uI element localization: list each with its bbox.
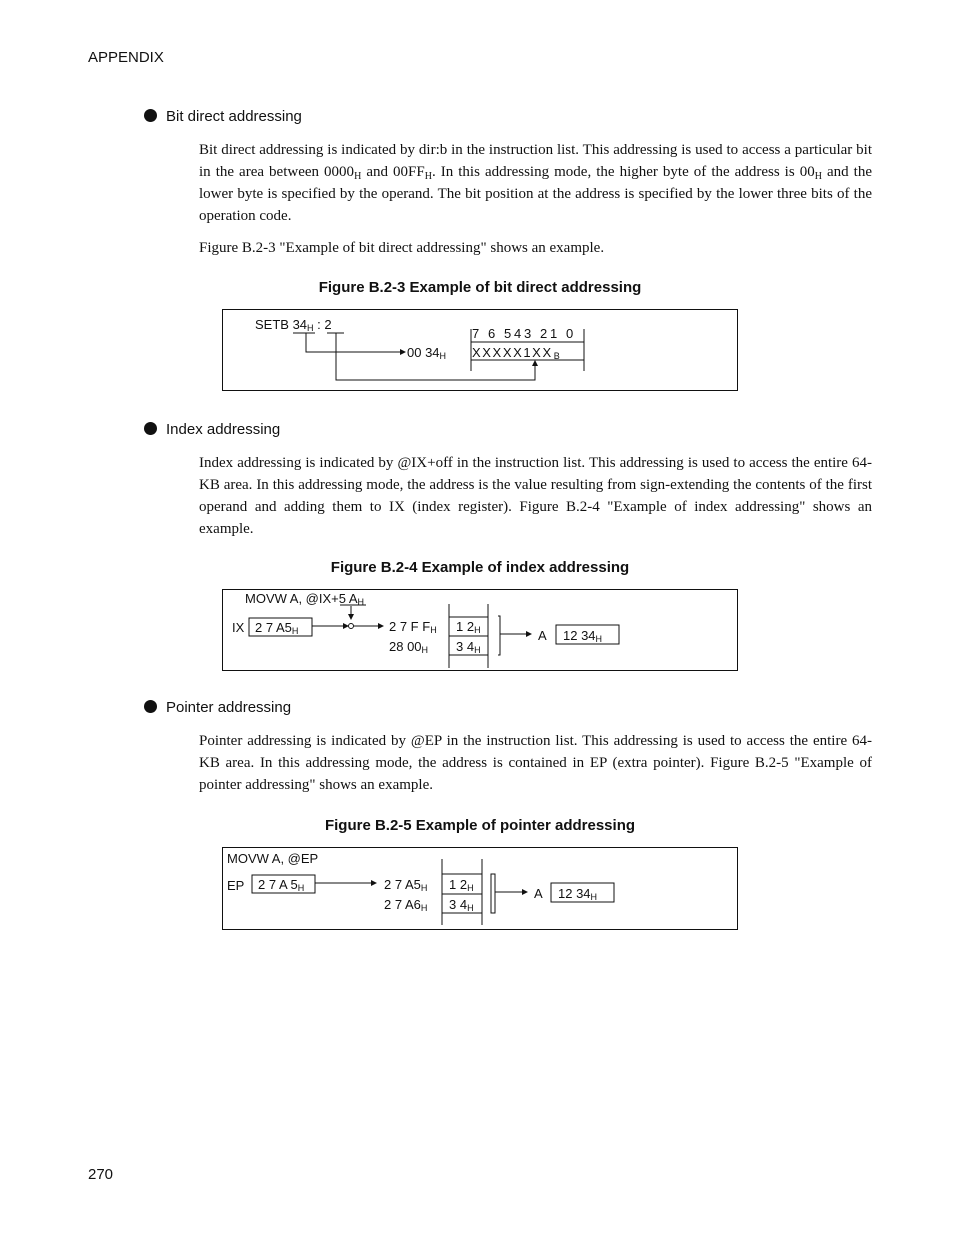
text-run: and the lower byte is specified by the operand. The bit position at the address is specified by the lower three bits of the operation code. <box>199 164 873 224</box>
arrow-head-icon <box>378 623 384 629</box>
register-label: IX <box>232 620 245 635</box>
bit-position-label: 5 <box>504 326 512 341</box>
figure-b2-5-diagram <box>222 847 738 930</box>
figure-b2-4-diagram <box>222 589 738 671</box>
bit-position-label: 6 <box>488 326 496 341</box>
figure-b2-3 <box>222 309 738 391</box>
paragraph-bit-direct <box>199 139 872 227</box>
paragraph-index: Index addressing is indicated by @IX+off in the instruction list. This addressing is used to access the entire 64-KB area. In this addressing mode, the address is the value resulting from sign-extending the contents of the first operand and adding them to IX (index register). Figure B.2-4 "Example of index addressing" shows an example. <box>199 455 872 537</box>
arrow-head-icon <box>526 631 532 637</box>
memory-2: 3 4H <box>456 639 481 655</box>
figure-caption-b2-5: Figure B.2-5 Example of pointer addressing <box>324 817 636 834</box>
memory-1: 1 2H <box>449 877 474 893</box>
bit-position-label: 3 <box>524 326 532 341</box>
section-heading-bit-direct: Bit direct addressing <box>166 108 302 125</box>
bit-position-labels <box>472 326 573 341</box>
dest-label: A <box>538 628 547 643</box>
address-2: 28 00H <box>389 639 429 655</box>
instruction-text: MOVW A, @IX+5 AH <box>245 591 365 607</box>
address-2: 2 7 A6H <box>384 897 428 913</box>
bit-pattern: XXXXX1XXB <box>472 345 562 361</box>
bit-position-label: 1 <box>550 326 558 341</box>
figure-caption-b2-4: Figure B.2-4 Example of index addressing <box>330 559 630 576</box>
address-1: 2 7 F FH <box>389 619 437 635</box>
bit-position-label: 7 <box>472 326 480 341</box>
dest-value: 12 34H <box>563 628 603 644</box>
paragraph-bit-direct-body <box>199 139 872 227</box>
paragraph-bit-direct-figure-ref: Figure B.2-3 "Example of bit direct addressing" shows an example. <box>199 240 605 256</box>
page-number: 270 <box>88 1166 114 1183</box>
bit-position-label: 0 <box>566 326 574 341</box>
text-run: and 00FF <box>361 164 425 180</box>
adder-icon <box>349 624 354 629</box>
figure-b2-5 <box>222 847 738 930</box>
figure-b2-4 <box>222 589 738 671</box>
bracket <box>498 616 500 655</box>
paragraph-pointer: Pointer addressing is indicated by @EP in the instruction list. This addressing is used to access the entire 64-KB area. In this addressing mode, the address is contained in EP (extra pointer). Figure B.2-5 "Example of pointer addressing" shows an example. <box>199 733 872 793</box>
text-run: Bit direct addressing is indicated by dir:b in the instruction list. This addressing is used to access a particular bit in the area between 0000 <box>199 142 872 180</box>
memory-1: 1 2H <box>456 619 481 635</box>
register-value: 2 7 A 5H <box>258 877 305 893</box>
bullet-icon <box>144 422 157 435</box>
bit-position-label: 4 <box>514 326 522 341</box>
arrow-head-icon <box>522 889 528 895</box>
dest-label: A <box>534 886 543 901</box>
bullet-icon <box>144 109 157 122</box>
bracket <box>491 874 495 913</box>
arrow-head-icon <box>348 614 354 620</box>
figure-caption-b2-3: Figure B.2-3 Example of bit direct addressing <box>318 279 642 296</box>
section-heading-pointer: Pointer addressing <box>166 699 292 716</box>
bullet-icon <box>144 700 157 713</box>
address-text: 00 34H <box>407 345 447 361</box>
arrow-head-icon <box>532 360 538 366</box>
subscript: H <box>424 171 432 182</box>
subscript: H <box>354 171 362 182</box>
arrow-head-icon <box>400 349 406 355</box>
arrow-head-icon <box>371 880 377 886</box>
figure-b2-3-diagram <box>222 309 738 391</box>
address-arrow <box>306 333 400 352</box>
section-heading-index: Index addressing <box>166 421 281 438</box>
memory-2: 3 4H <box>449 897 474 913</box>
page-header: APPENDIX <box>88 49 164 66</box>
register-label: EP <box>227 878 245 893</box>
dest-value: 12 34H <box>558 886 598 902</box>
bit-position-label: 2 <box>540 326 548 341</box>
instruction-text: MOVW A, @EP <box>227 851 319 866</box>
instruction-text: SETB 34H : 2 <box>255 317 332 333</box>
address-1: 2 7 A5H <box>384 877 428 893</box>
register-value: 2 7 A5H <box>255 620 299 636</box>
text-run: . In this addressing mode, the higher byte of the address is 00 <box>431 164 815 180</box>
subscript: H <box>814 171 822 182</box>
